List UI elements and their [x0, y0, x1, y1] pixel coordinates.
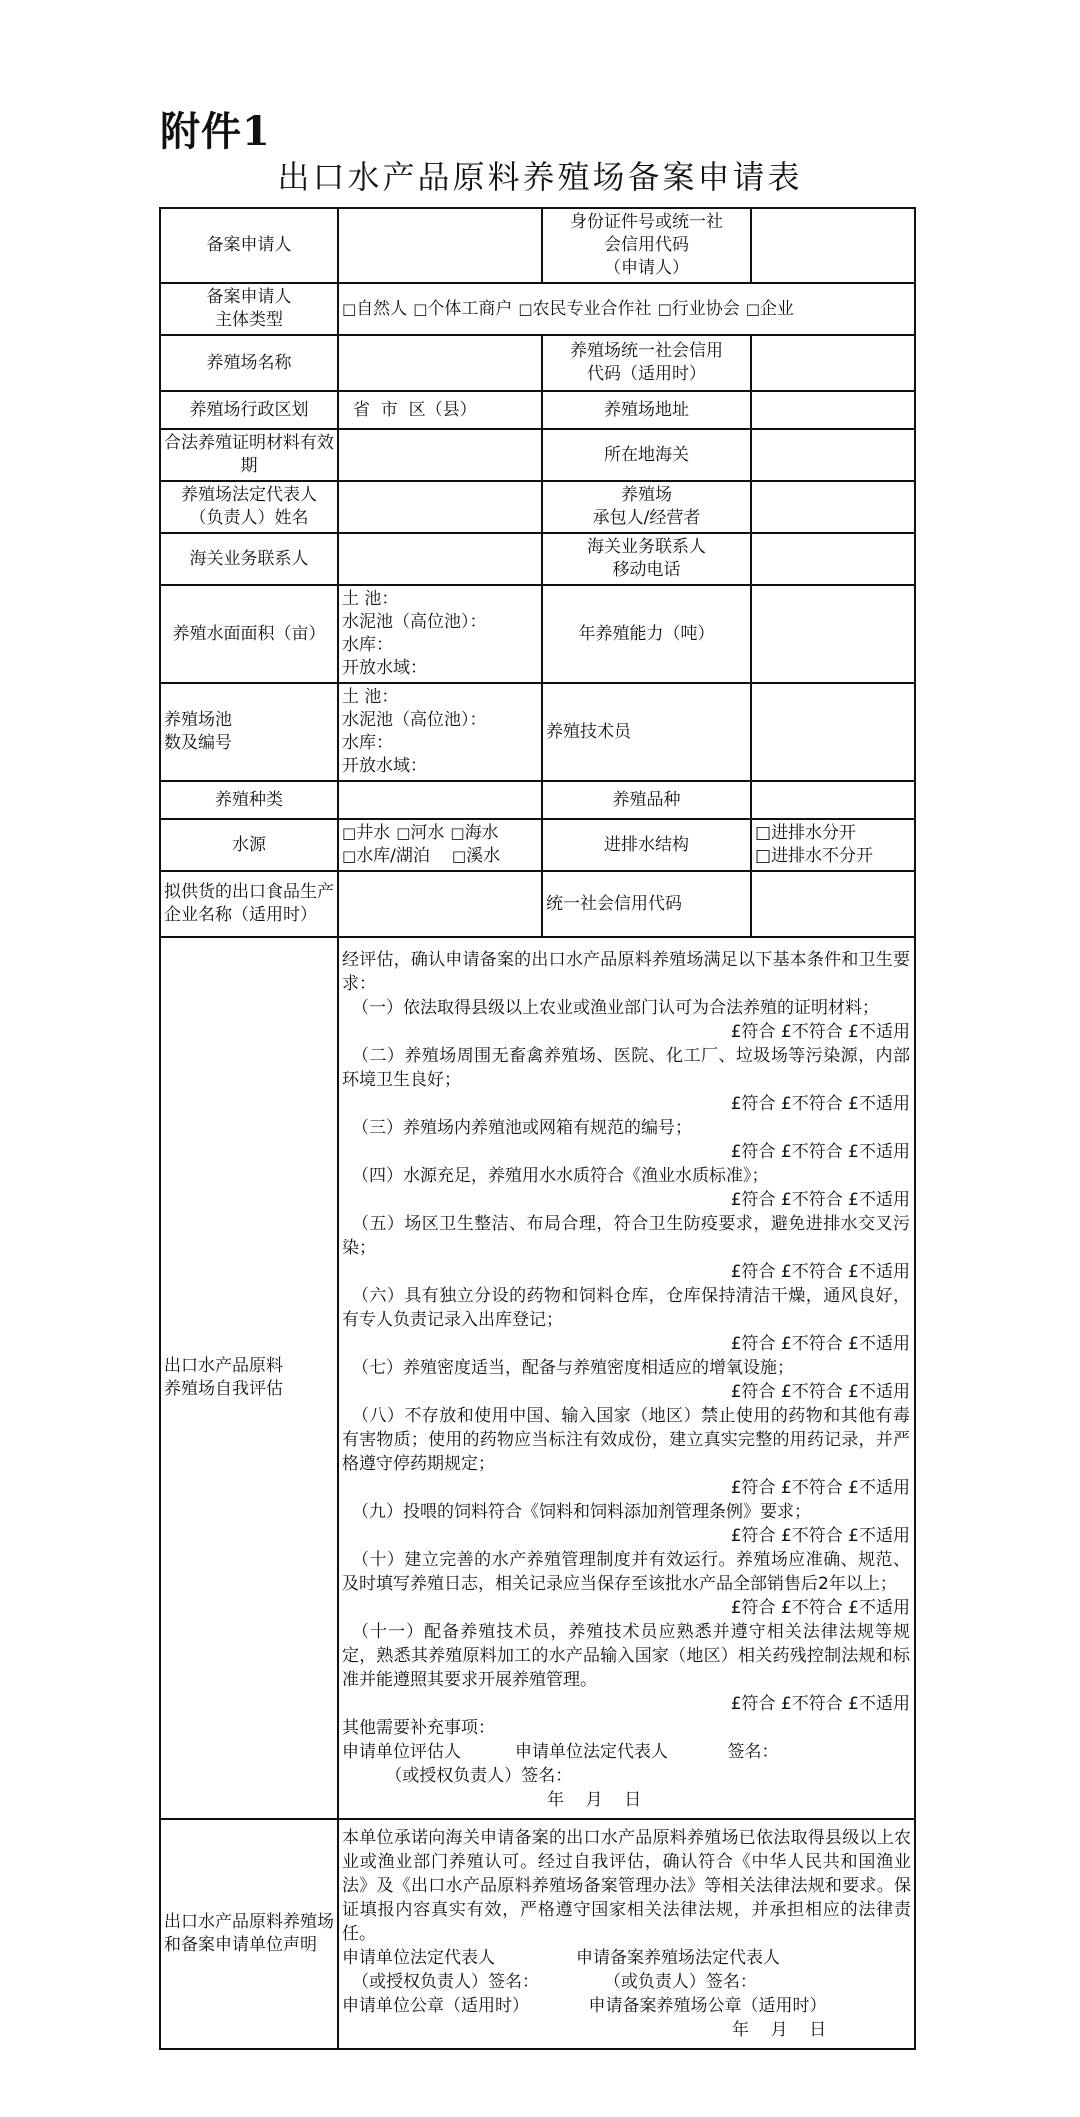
technician-label: 养殖技术员 [542, 683, 751, 781]
checkbox-river-water[interactable]: □河水 [396, 823, 445, 843]
row-self-eval [160, 937, 915, 1819]
local-customs-input[interactable] [751, 429, 915, 481]
row-ponds [160, 683, 915, 781]
declaration-text: 本单位承诺向海关申请备案的出口水产品原料养殖场已依法取得县级以上农业或渔业部门养殖认可。经过自我评估，确认符合《中华人民共和国渔业法》及《出口水产品原料养殖场备案管理办法》等相关法律法规和要求。保证填报内容真实有效，严格遵守国家相关法律法规，并承担相应的法律责任。 [342, 1828, 911, 1944]
form-title: 出口水产品原料养殖场备案申请表 [277, 158, 803, 196]
technician-input[interactable] [751, 683, 915, 781]
evaluator-signature-line: 申请单位评估人 申请单位法定代表人 签名： [342, 1742, 779, 1762]
declaration-label: 出口水产品原料养殖场和备案申请单位声明 [160, 1819, 338, 2049]
eval-item-9: （九）投喂的饲料符合《饲料和饲料添加剂管理条例》要求； [352, 1502, 811, 1522]
water-source-options [338, 819, 542, 871]
declaration-date: 年 月 日 [732, 2020, 827, 2040]
row-region [160, 391, 915, 429]
supplier-label: 拟供货的出口食品生产企业名称（适用时） [160, 871, 338, 937]
water-structure-options [751, 819, 915, 871]
row-declaration [160, 1819, 915, 2049]
row-supplier [160, 871, 915, 937]
supplier-credit-label: 统一社会信用代码 [542, 871, 751, 937]
eval-item-7: （七）养殖密度适当，配备与养殖密度相适应的增氧设施； [352, 1358, 794, 1378]
row-legal-rep [160, 481, 915, 533]
ponds-input[interactable]: 土 池： 水泥池（高位池）： 水库： 开放水域： [338, 683, 542, 781]
eval-result-6[interactable]: £符合 £不符合 £不适用 [730, 1334, 910, 1354]
eval-result-10[interactable]: £符合 £不符合 £不适用 [730, 1598, 910, 1618]
eval-item-8: （八）不存放和使用中国、输入国家（地区）禁止使用的药物和其他有毒有害物质；使用的药物应当标注有效成份，建立真实完整的用药记录，并严格遵守停药期规定； [342, 1406, 910, 1474]
eval-item-6: （六）具有独立分设的药物和饲料仓库，仓库保持清洁干燥，通风良好，有专人负责记录入出库登记； [342, 1286, 910, 1330]
eval-result-11[interactable]: £符合 £不符合 £不适用 [730, 1694, 910, 1714]
eval-item-10: （十）建立完善的水产养殖管理制度并有效运行。养殖场应准确、规范、及时填写养殖日志，相关记录应当保存至该批水产品全部销售后2年以上； [342, 1550, 910, 1594]
customs-contact-label: 海关业务联系人 [160, 533, 338, 585]
farm-name-label: 养殖场名称 [160, 335, 338, 391]
eval-item-4: （四）水源充足，养殖用水水质符合《渔业水质标准》； [352, 1166, 769, 1186]
eval-result-9[interactable]: £符合 £不符合 £不适用 [730, 1526, 910, 1546]
contact-mobile-input[interactable] [751, 533, 915, 585]
legal-rep-input[interactable] [338, 481, 542, 533]
eval-result-2[interactable]: £符合 £不符合 £不适用 [730, 1094, 910, 1114]
farm-credit-code-input[interactable] [751, 335, 915, 391]
self-eval-label: 出口水产品原料 养殖场自我评估 [160, 937, 338, 1819]
eval-result-5[interactable]: £符合 £不符合 £不适用 [730, 1262, 910, 1282]
row-farm-name [160, 335, 915, 391]
eval-item-1: （一）依法取得县级以上农业或渔业部门认可为合法养殖的证明材料； [352, 998, 879, 1018]
subject-type-label: 备案申请人 主体类型 [160, 283, 338, 335]
farm-name-input[interactable] [338, 335, 542, 391]
eval-item-3: （三）养殖场内养殖池或网箱有规范的编号； [352, 1118, 692, 1138]
self-eval-content [338, 937, 915, 1819]
row-contact [160, 533, 915, 585]
checkbox-industry-association[interactable]: □行业协会 [657, 298, 740, 319]
proof-validity-label: 合法养殖证明材料有效期 [160, 429, 338, 481]
applicant-input[interactable] [338, 208, 542, 283]
subject-type-options [338, 283, 915, 335]
declaration-seal-line: 申请单位公章（适用时） 申请备案养殖场公章（适用时） [342, 1996, 827, 2016]
eval-result-4[interactable]: £符合 £不符合 £不适用 [730, 1190, 910, 1210]
water-source-label: 水源 [160, 819, 338, 871]
checkbox-separate-inout[interactable]: □进排水分开 [755, 823, 857, 843]
annual-capacity-input[interactable] [751, 585, 915, 683]
checkbox-well-water[interactable]: □井水 [342, 823, 391, 843]
water-area-input[interactable]: 土 池： 水泥池（高位池）： 水库： 开放水域： [338, 585, 542, 683]
ponds-label: 养殖场池 数及编号 [160, 683, 338, 781]
water-structure-label: 进排水结构 [542, 819, 751, 871]
row-proof [160, 429, 915, 481]
farm-credit-code-label: 养殖场统一社会信用 代码（适用时） [542, 335, 751, 391]
checkbox-sea-water[interactable]: □海水 [450, 823, 499, 843]
checkbox-cooperative[interactable]: □农民专业合作社 [518, 298, 652, 319]
eval-result-7[interactable]: £符合 £不符合 £不适用 [730, 1382, 910, 1402]
self-eval-date: 年 月 日 [547, 1790, 642, 1810]
eval-item-5: （五）场区卫生整洁、布局合理，符合卫生防疫要求，避免进排水交叉污染； [342, 1214, 910, 1258]
applicant-label: 备案申请人 [160, 208, 338, 283]
application-form-table [159, 207, 916, 2050]
checkbox-enterprise[interactable]: □企业 [745, 298, 794, 319]
checkbox-stream[interactable]: □溪水 [451, 846, 501, 866]
contractor-input[interactable] [751, 481, 915, 533]
attachment-label: 附件1 [160, 108, 271, 155]
eval-item-11: （十一）配备养殖技术员，养殖技术员应熟悉并遵守相关法律法规等规定，熟悉其养殖原料加工的水产品输入国家（地区）相关药残控制法规和标准并能遵照其要求开展养殖管理。 [342, 1622, 910, 1690]
contractor-label: 养殖场 承包人/经营者 [542, 481, 751, 533]
declaration-sign-line-2: （或授权负责人）签名： （或负责人）签名： [352, 1972, 757, 1992]
water-area-label: 养殖水面面积（亩） [160, 585, 338, 683]
contact-mobile-label: 海关业务联系人 移动电话 [542, 533, 751, 585]
row-applicant [160, 208, 915, 283]
row-area [160, 585, 915, 683]
id-number-input[interactable] [751, 208, 915, 283]
region-input[interactable]: 省 市 区（县） [338, 391, 542, 429]
checkbox-reservoir-lake[interactable]: □水库/湖泊 [342, 846, 430, 866]
authorized-signature-line: （或授权负责人）签名： [342, 1766, 573, 1786]
legal-rep-label: 养殖场法定代表人 （负责人）姓名 [160, 481, 338, 533]
customs-contact-input[interactable] [338, 533, 542, 585]
row-species [160, 781, 915, 819]
variety-label: 养殖品种 [542, 781, 751, 819]
eval-item-2: （二）养殖场周围无畜禽养殖场、医院、化工厂、垃圾场等污染源，内部环境卫生良好； [342, 1046, 910, 1090]
species-label: 养殖种类 [160, 781, 338, 819]
eval-result-3[interactable]: £符合 £不符合 £不适用 [730, 1142, 910, 1162]
variety-input[interactable] [751, 781, 915, 819]
region-label: 养殖场行政区划 [160, 391, 338, 429]
farm-address-input[interactable] [751, 391, 915, 429]
proof-validity-input[interactable] [338, 429, 542, 481]
checkbox-individual-business[interactable]: □个体工商户 [413, 298, 513, 319]
eval-result-1[interactable]: £符合 £不符合 £不适用 [730, 1022, 910, 1042]
declaration-content [338, 1819, 915, 2049]
row-water [160, 819, 915, 871]
row-subject-type [160, 283, 915, 335]
checkbox-nonseparate-inout[interactable]: □进排水不分开 [755, 846, 874, 866]
id-number-label: 身份证件号或统一社 会信用代码 （申请人） [542, 208, 751, 283]
supplier-input[interactable] [338, 871, 542, 937]
self-eval-intro: 经评估，确认申请备案的出口水产品原料养殖场满足以下基本条件和卫生要求： [342, 950, 910, 994]
eval-result-8[interactable]: £符合 £不符合 £不适用 [730, 1478, 910, 1498]
species-input[interactable] [338, 781, 542, 819]
annual-capacity-label: 年养殖能力（吨） [542, 585, 751, 683]
local-customs-label: 所在地海关 [542, 429, 751, 481]
farm-address-label: 养殖场地址 [542, 391, 751, 429]
other-notes-label: 其他需要补充事项： [342, 1718, 495, 1738]
checkbox-natural-person[interactable]: □自然人 [342, 298, 408, 319]
supplier-credit-input[interactable] [751, 871, 915, 937]
declaration-sign-line-1: 申请单位法定代表人 申请备案养殖场法定代表人 [342, 1948, 781, 1968]
